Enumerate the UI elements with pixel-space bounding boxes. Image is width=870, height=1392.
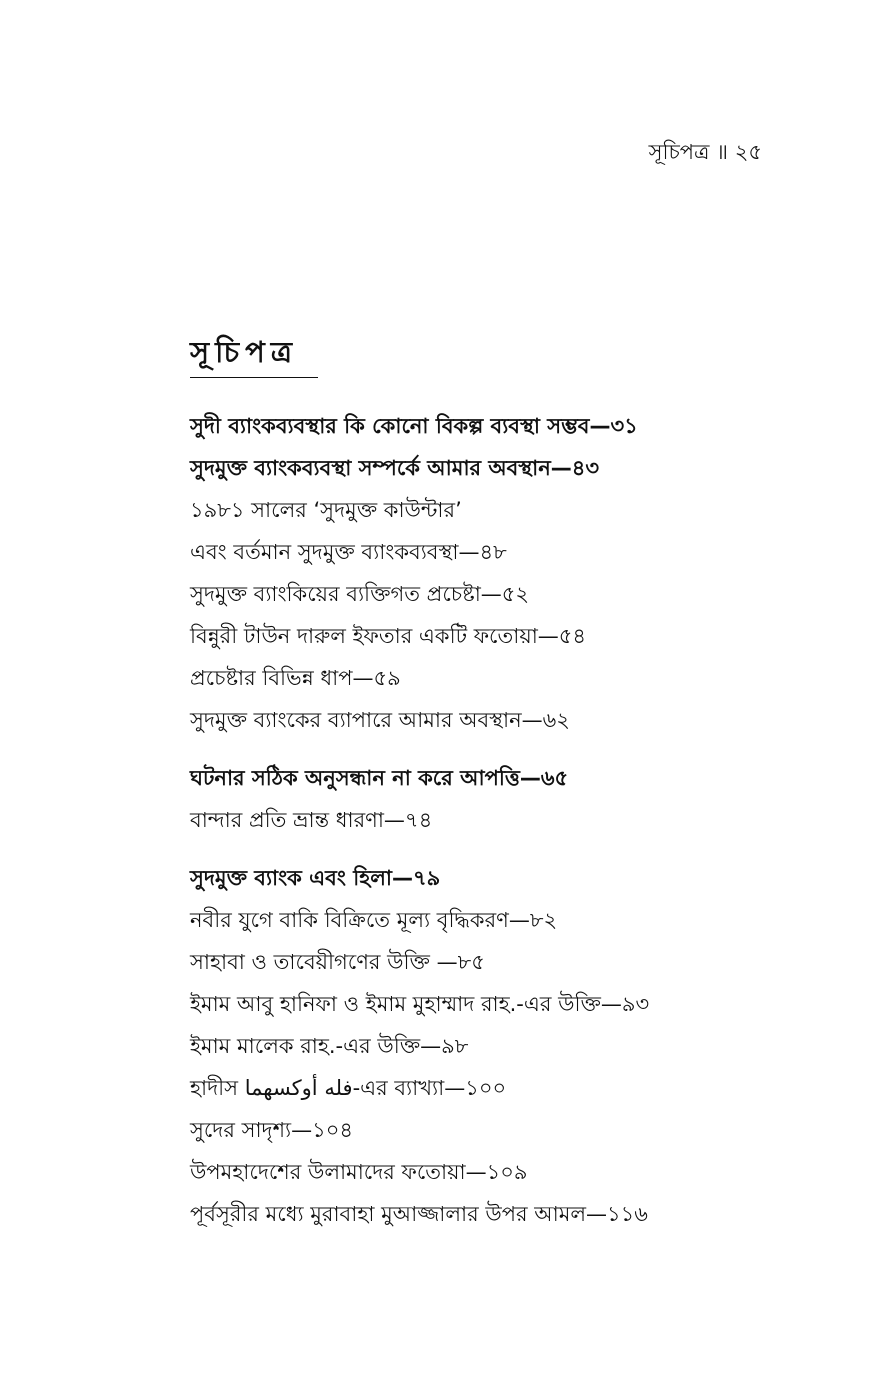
toc-entry[interactable]: হাদীস فله أوكسهما-এর ব্যাখ্যা—১০০ — [190, 1076, 507, 1100]
toc-entry[interactable]: ঘটনার সঠিক অনুসন্ধান না করে আপত্তি—৬৫ — [190, 766, 569, 790]
toc-group-1 — [190, 405, 830, 741]
toc-entry-line: ১৯৮১ সালের ‘সুদমুক্ত কাউন্টার’ — [190, 498, 462, 522]
toc-entry[interactable]: সুদের সাদৃশ্য—১০৪ — [190, 1118, 353, 1142]
toc-entry[interactable]: বান্দার প্রতি ভ্রান্ত ধারণা—৭৪ — [190, 808, 433, 832]
toc-entry[interactable] — [190, 489, 830, 573]
toc-entry[interactable]: সুদমুক্ত ব্যাংক এবং হিলা—৭৯ — [190, 866, 441, 890]
toc-group-3 — [190, 857, 830, 1235]
toc-entry[interactable]: সাহাবা ও তাবেয়ীগণের উক্তি —৮৫ — [190, 950, 485, 974]
toc-entry[interactable]: নবীর যুগে বাকি বিক্রিতে মূল্য বৃদ্ধিকরণ—৮২ — [190, 908, 558, 932]
toc-entry[interactable]: বিন্নুরী টাউন দারুল ইফতার একটি ফতোয়া—৫৪ — [190, 624, 587, 648]
toc-group-2 — [190, 757, 830, 841]
section-heading: সূচিপত্র — [190, 335, 299, 369]
toc-entry[interactable]: ইমাম মালেক রাহ.-এর উক্তি—৯৮ — [190, 1034, 469, 1058]
toc-entry[interactable]: ইমাম আবু হানিফা ও ইমাম মুহাম্মাদ রাহ.-এর উক্তি—৯৩ — [190, 992, 650, 1016]
toc-entry[interactable]: প্রচেষ্টার বিভিন্ন ধাপ—৫৯ — [190, 666, 401, 690]
toc-entry-line: এবং বর্তমান সুদমুক্ত ব্যাংকব্যবস্থা—৪৮ — [190, 540, 507, 564]
toc-entry[interactable]: সুদমুক্ত ব্যাংকব্যবস্থা সম্পর্কে আমার অবস্থান—৪৩ — [190, 456, 600, 480]
running-head: সূচিপত্র ॥ ২৫ — [648, 140, 762, 164]
toc-entry[interactable]: সুদী ব্যাংকব্যবস্থার কি কোনো বিকল্প ব্যবস্থা সম্ভব—৩১ — [190, 414, 638, 438]
toc-entry[interactable]: পূর্বসূরীর মধ্যে মুরাবাহা মুআজ্জালার উপর আমল—১১৬ — [190, 1202, 648, 1226]
toc-entry[interactable]: সুদমুক্ত ব্যাংকের ব্যাপারে আমার অবস্থান—৬২ — [190, 708, 570, 732]
heading-underline — [190, 377, 318, 378]
toc-entry[interactable]: সুদমুক্ত ব্যাংকিয়ের ব্যক্তিগত প্রচেষ্টা—৫২ — [190, 582, 530, 606]
table-of-contents — [190, 405, 830, 1251]
toc-entry[interactable]: উপমহাদেশের উলামাদের ফতোয়া—১০৯ — [190, 1160, 528, 1184]
